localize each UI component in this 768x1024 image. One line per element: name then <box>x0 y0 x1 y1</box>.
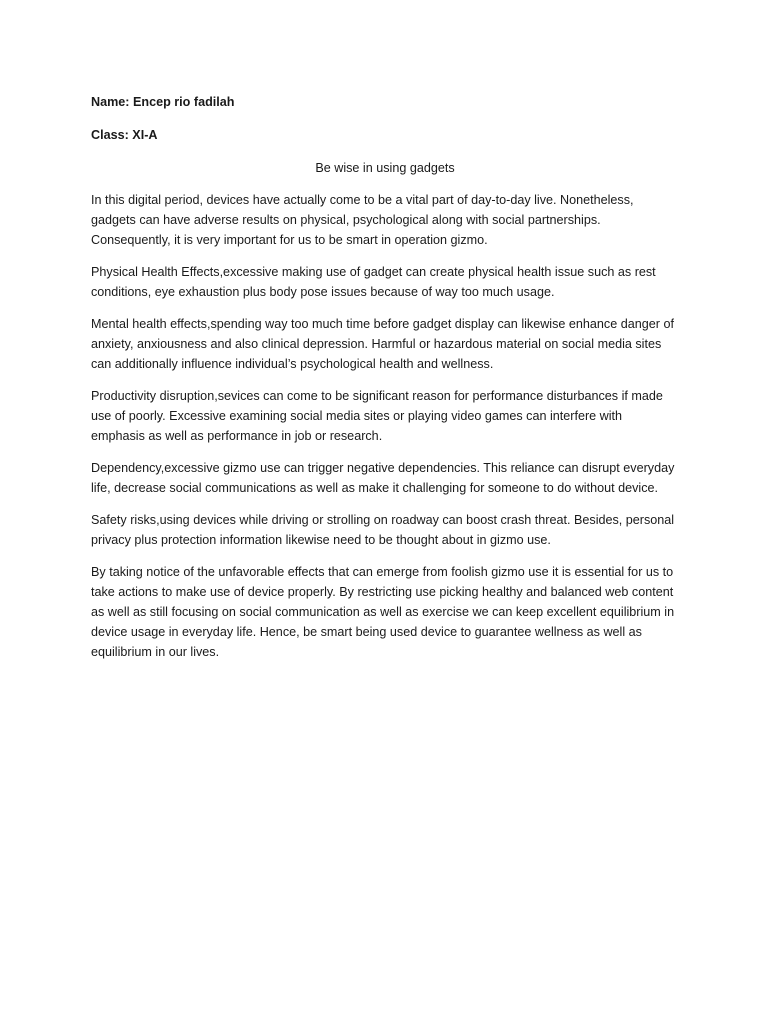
paragraph-conclusion: By taking notice of the unfavorable effects that can emerge from foolish gizmo use it is essential for us to take actions to make use of device properly. By restricting use picking healthy and balanced web content as well as still focusing on social communication as well as exercise we can keep excellent equilibrium in device usage in everyday life. Hence, be smart being used device to guarantee wellness as well as equilibrium in our lives. <box>91 565 675 659</box>
paragraph-physical-health: Physical Health Effects,excessive making use of gadget can create physical health issue such as rest conditions, eye exhaustion plus body pose issues because of way too much usage. <box>91 265 656 299</box>
document-title: Be wise in using gadgets <box>315 161 455 175</box>
student-class: Class: XI-A <box>91 128 158 142</box>
document-body <box>91 92 679 674</box>
paragraph-intro: In this digital period, devices have actually come to be a vital part of day-to-day live. Nonetheless, gadgets can have adverse results on physical, psychological along with social partnerships. Consequently, it is very important for us to be smart in operation gizmo. <box>91 193 634 247</box>
paragraph-dependency: Dependency,excessive gizmo use can trigger negative dependencies. This reliance can disrupt everyday life, decrease social communications as well as make it challenging for someone to do without device. <box>91 461 675 495</box>
paragraph-productivity: Productivity disruption,sevices can come to be significant reason for performance disturbances if made use of poorly. Excessive examining social media sites or playing video games can interfere with emphasis as well as performance in job or research. <box>91 389 663 443</box>
paragraph-safety: Safety risks,using devices while driving or strolling on roadway can boost crash threat. Besides, personal privacy plus protection information likewise need to be thought about in gizmo use. <box>91 513 675 547</box>
paragraph-mental-health: Mental health effects,spending way too much time before gadget display can likewise enhance danger of anxiety, anxiousness and also clinical depression. Harmful or hazardous material on social media sites can additionally influence individual’s psychological health and wellness. <box>91 317 674 371</box>
student-name: Name: Encep rio fadilah <box>91 95 235 109</box>
